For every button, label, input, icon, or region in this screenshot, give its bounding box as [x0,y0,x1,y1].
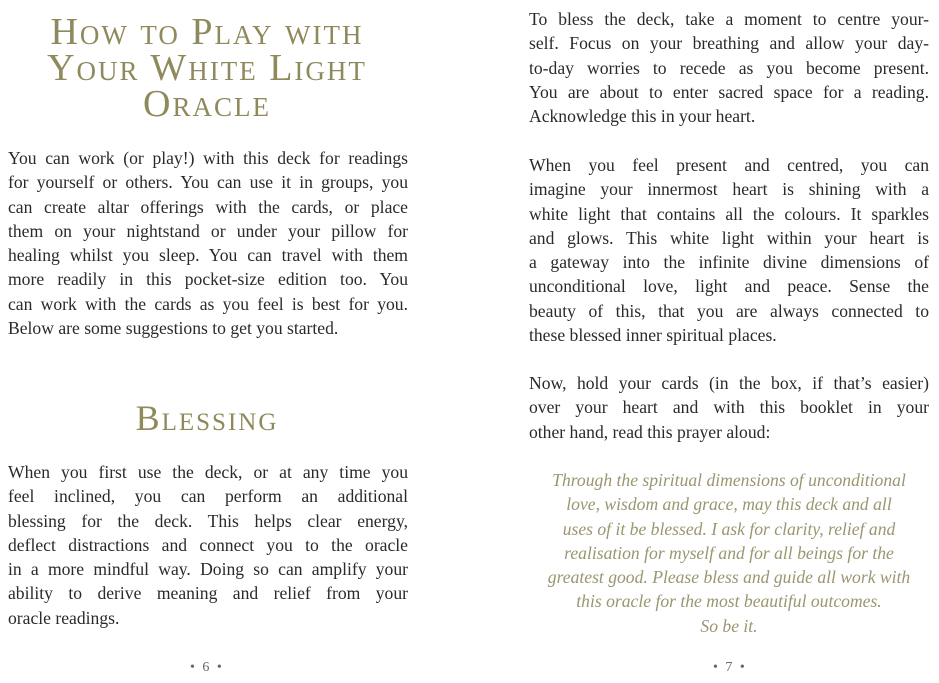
text-line: in a more mindful way. Doing so can amplify your [8,559,408,580]
text-line: can work with the cards as you feel is best for you. [8,293,408,314]
text-line: other hand, read this prayer aloud: [529,421,771,442]
text-line: and glows. This white light within your heart is [529,227,929,248]
text-line: You are about to enter sacred space for a reading. [529,81,929,102]
page-number: • 6 • [190,660,224,675]
right-page [470,0,939,683]
text-line: self. Focus on your breathing and allow your day- [529,33,929,54]
prayer-line: Through the spiritual dimensions of unconditional [552,470,906,490]
text-line: them on your nightstand or under your pillow for [8,220,408,241]
text-line: beauty of this, that you are always connected to [529,300,929,321]
page-title [0,11,414,125]
prayer-line: greatest good. Please bless and guide all work with [547,567,911,588]
visualisation-paragraph [529,153,929,347]
text-line: imagine your innermost heart is shining with a [529,179,929,200]
text-line: unconditional love, light and peace. Sense the [529,276,929,297]
text-line: oracle readings. [8,607,120,628]
prayer-line: love, wisdom and grace, may this deck and all [566,494,892,515]
title-line: Oracle [143,83,271,125]
text-line: can create altar offerings with the cards, or place [8,196,408,217]
intro-paragraph [8,146,408,340]
prayer-intro-paragraph [529,371,929,444]
text-line: deflect distractions and connect you to the oracle [8,534,408,555]
text-line: To bless the deck, take a moment to centre your- [529,9,929,29]
prayer-line: realisation for myself and for all beings for the [564,542,894,563]
text-line: white light that contains all the colours. It sparkles [529,203,929,224]
text-line: a gateway into the infinite divine dimensions of [529,252,929,273]
title-line: Your White Light [47,47,367,89]
blessing-paragraph [8,460,408,630]
text-line: ability to derive meaning and relief from your [8,583,408,604]
text-line: You can work (or play!) with this deck for readings [8,148,408,168]
section-heading: Blessing [135,398,279,438]
title-line: How to Play with [50,11,364,53]
text-line: Acknowledge this in your heart. [529,106,756,127]
text-line: blessing for the deck. This helps clear energy, [8,510,408,531]
prayer-line: So be it. [700,615,758,636]
text-line: these blessed inner spiritual places. [529,325,777,346]
prayer-line: uses of it be blessed. I ask for clarity, relief and [562,518,896,539]
text-line: to-day worries to recede as you become present. [529,57,929,78]
text-line: Below are some suggestions to get you started. [8,318,339,339]
prayer-text [529,468,929,638]
instruction-paragraph [529,7,929,128]
text-line: Now, hold your cards (in the box, if that’s easier) [529,373,929,393]
page-number: • 7 • [713,660,747,675]
text-line: more readily in this pocket-size edition too. You [8,269,408,290]
text-line: When you feel present and centred, you can [529,155,929,175]
text-line: over your heart and with this booklet in your [529,397,929,418]
text-line: healing whilst you sleep. You can travel with them [8,245,408,266]
text-line: When you first use the deck, or at any time you [8,462,408,482]
prayer-line: this oracle for the most beautiful outcomes. [576,591,882,612]
text-line: for yourself or others. You can use it in groups, you [8,172,408,193]
text-line: feel inclined, you can perform an additional [8,486,408,507]
